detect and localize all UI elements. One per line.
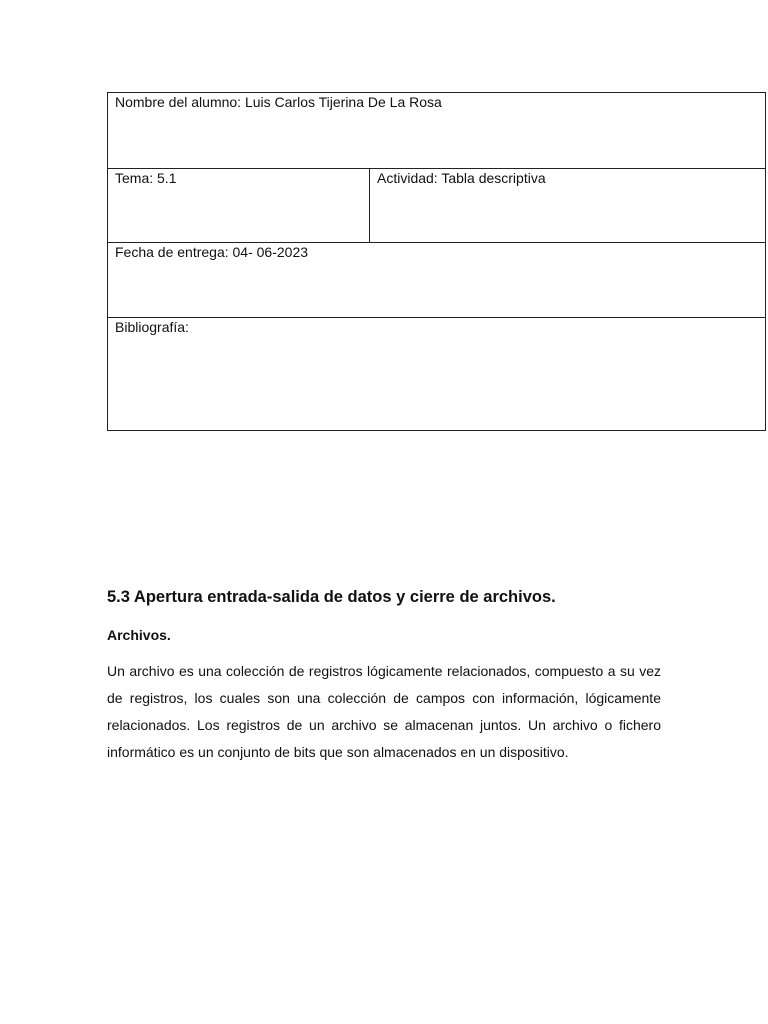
activity-cell: Actividad: Tabla descriptiva — [370, 169, 766, 243]
student-name-row — [108, 93, 766, 169]
section-subheading: Archivos. — [107, 627, 171, 643]
bibliography-row — [108, 318, 766, 431]
section-title: 5.3 Apertura entrada-salida de datos y cierre de archivos. — [107, 588, 556, 606]
student-name-cell: Nombre del alumno: Luis Carlos Tijerina De La Rosa — [108, 93, 766, 169]
bibliography-cell: Bibliografía: — [108, 318, 766, 431]
topic-cell: Tema: 5.1 — [108, 169, 370, 243]
due-date-row — [108, 243, 766, 318]
due-date-cell: Fecha de entrega: 04- 06-2023 — [108, 243, 766, 318]
topic-activity-row — [108, 169, 766, 243]
body-paragraph: Un archivo es una colección de registros lógicamente relacionados, compuesto a su vez de registros, los cuales son una colección de campos con información, lógicamente relacionados. Los registros de un archivo se almacenan juntos. Un archivo o fichero informático es un conjunto de bits que son almacenados en un dispositivo. — [107, 663, 661, 760]
cover-info-table — [107, 92, 766, 431]
content-section — [107, 585, 661, 766]
